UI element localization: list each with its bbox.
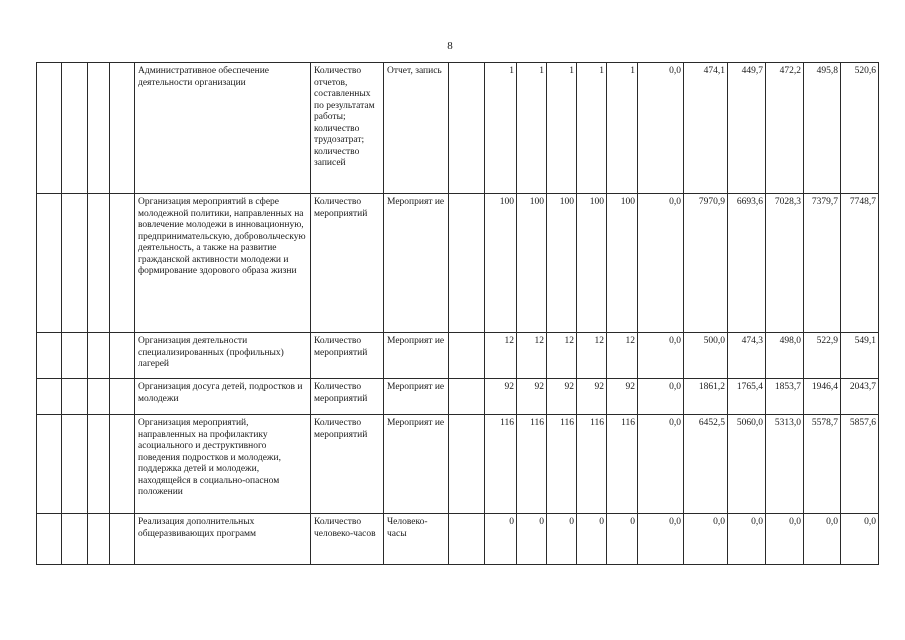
blank-cell [449,194,485,333]
table-row [37,63,879,194]
value-cell: 116 [577,415,607,514]
blank-cell [62,194,88,333]
page-number: 8 [447,40,453,52]
blank-cell [37,194,62,333]
table-row [37,514,879,565]
blank-cell [37,333,62,379]
value-cell: 5313,0 [766,415,804,514]
unit-cell: Мероприят ие [384,333,449,379]
value-cell: 522,9 [804,333,841,379]
value-cell: 6693,6 [728,194,766,333]
value-cell: 92 [547,379,577,415]
blank-cell [110,415,135,514]
unit-cell: Мероприят ие [384,415,449,514]
value-cell: 7748,7 [841,194,879,333]
value-cell: 12 [577,333,607,379]
value-cell: 7028,3 [766,194,804,333]
value-cell: 495,8 [804,63,841,194]
value-cell: 0,0 [638,194,684,333]
blank-cell [110,333,135,379]
blank-cell [449,415,485,514]
value-cell: 1 [517,63,547,194]
blank-cell [37,63,62,194]
value-cell: 5857,6 [841,415,879,514]
value-cell: 0 [547,514,577,565]
value-cell: 500,0 [684,333,728,379]
value-cell: 0,0 [638,415,684,514]
value-cell: 7970,9 [684,194,728,333]
table-row [37,415,879,514]
value-cell: 0 [485,514,517,565]
blank-cell [62,415,88,514]
value-cell: 0,0 [638,63,684,194]
value-cell: 498,0 [766,333,804,379]
value-cell: 12 [607,333,638,379]
value-cell: 0,0 [841,514,879,565]
blank-cell [37,514,62,565]
value-cell: 1 [485,63,517,194]
value-cell: 472,2 [766,63,804,194]
blank-cell [88,514,110,565]
blank-cell [37,379,62,415]
blank-cell [37,415,62,514]
service-table [36,62,879,565]
value-cell: 0 [517,514,547,565]
value-cell: 1765,4 [728,379,766,415]
blank-cell [88,333,110,379]
value-cell: 0,0 [638,333,684,379]
value-cell: 116 [517,415,547,514]
value-cell: 92 [607,379,638,415]
unit-cell: Отчет, запись [384,63,449,194]
blank-cell [62,333,88,379]
value-cell: 1861,2 [684,379,728,415]
blank-cell [62,514,88,565]
value-cell: 100 [517,194,547,333]
indicator-cell: Количество мероприятий [311,194,384,333]
service-name-cell: Организация деятельности специализированных (профильных) лагерей [135,333,311,379]
indicator-cell: Количество отчетов, составленных по результатам работы; количество трудозатрат; количество записей [311,63,384,194]
value-cell: 116 [485,415,517,514]
blank-cell [62,63,88,194]
value-cell: 0,0 [804,514,841,565]
value-cell: 100 [607,194,638,333]
blank-cell [88,379,110,415]
value-cell: 92 [577,379,607,415]
blank-cell [449,63,485,194]
value-cell: 549,1 [841,333,879,379]
blank-cell [449,514,485,565]
value-cell: 12 [485,333,517,379]
value-cell: 0 [577,514,607,565]
value-cell: 100 [547,194,577,333]
indicator-cell: Количество человеко-часов [311,514,384,565]
service-name-cell: Организация досуга детей, подростков и молодежи [135,379,311,415]
service-name-cell: Организация мероприятий, направленных на профилактику асоциального и деструктивного поведения подростков и молодежи, поддержка детей и молодежи, находящейся в социально-опасном положении [135,415,311,514]
unit-cell: Человеко-часы [384,514,449,565]
value-cell: 6452,5 [684,415,728,514]
value-cell: 100 [577,194,607,333]
blank-cell [110,514,135,565]
value-cell: 2043,7 [841,379,879,415]
value-cell: 474,3 [728,333,766,379]
blank-cell [88,194,110,333]
value-cell: 449,7 [728,63,766,194]
value-cell: 0,0 [638,379,684,415]
value-cell: 1 [577,63,607,194]
service-name-cell: Организация мероприятий в сфере молодежной политики, направленных на вовлечение молодежи в инновационную, предпринимательскую, добровольческую деятельность, а также на развитие гражданской активности молодежи и формирование здорового образа жизни [135,194,311,333]
value-cell: 0,0 [766,514,804,565]
table-row [37,194,879,333]
value-cell: 12 [547,333,577,379]
indicator-cell: Количество мероприятий [311,415,384,514]
value-cell: 92 [485,379,517,415]
blank-cell [88,63,110,194]
value-cell: 474,1 [684,63,728,194]
value-cell: 1946,4 [804,379,841,415]
value-cell: 520,6 [841,63,879,194]
value-cell: 0 [607,514,638,565]
value-cell: 0,0 [728,514,766,565]
service-name-cell: Реализация дополнительных общеразвивающих программ [135,514,311,565]
blank-cell [449,333,485,379]
value-cell: 1 [607,63,638,194]
indicator-cell: Количество мероприятий [311,333,384,379]
value-cell: 116 [607,415,638,514]
indicator-cell: Количество мероприятий [311,379,384,415]
blank-cell [449,379,485,415]
value-cell: 0,0 [638,514,684,565]
table-row [37,333,879,379]
value-cell: 5578,7 [804,415,841,514]
blank-cell [88,415,110,514]
blank-cell [110,194,135,333]
unit-cell: Мероприят ие [384,194,449,333]
value-cell: 1 [547,63,577,194]
value-cell: 92 [517,379,547,415]
table-row [37,379,879,415]
value-cell: 7379,7 [804,194,841,333]
value-cell: 0,0 [684,514,728,565]
blank-cell [110,379,135,415]
value-cell: 116 [547,415,577,514]
value-cell: 5060,0 [728,415,766,514]
unit-cell: Мероприят ие [384,379,449,415]
blank-cell [62,379,88,415]
value-cell: 12 [517,333,547,379]
value-cell: 1853,7 [766,379,804,415]
service-name-cell: Административное обеспечение деятельности организации [135,63,311,194]
value-cell: 100 [485,194,517,333]
blank-cell [110,63,135,194]
